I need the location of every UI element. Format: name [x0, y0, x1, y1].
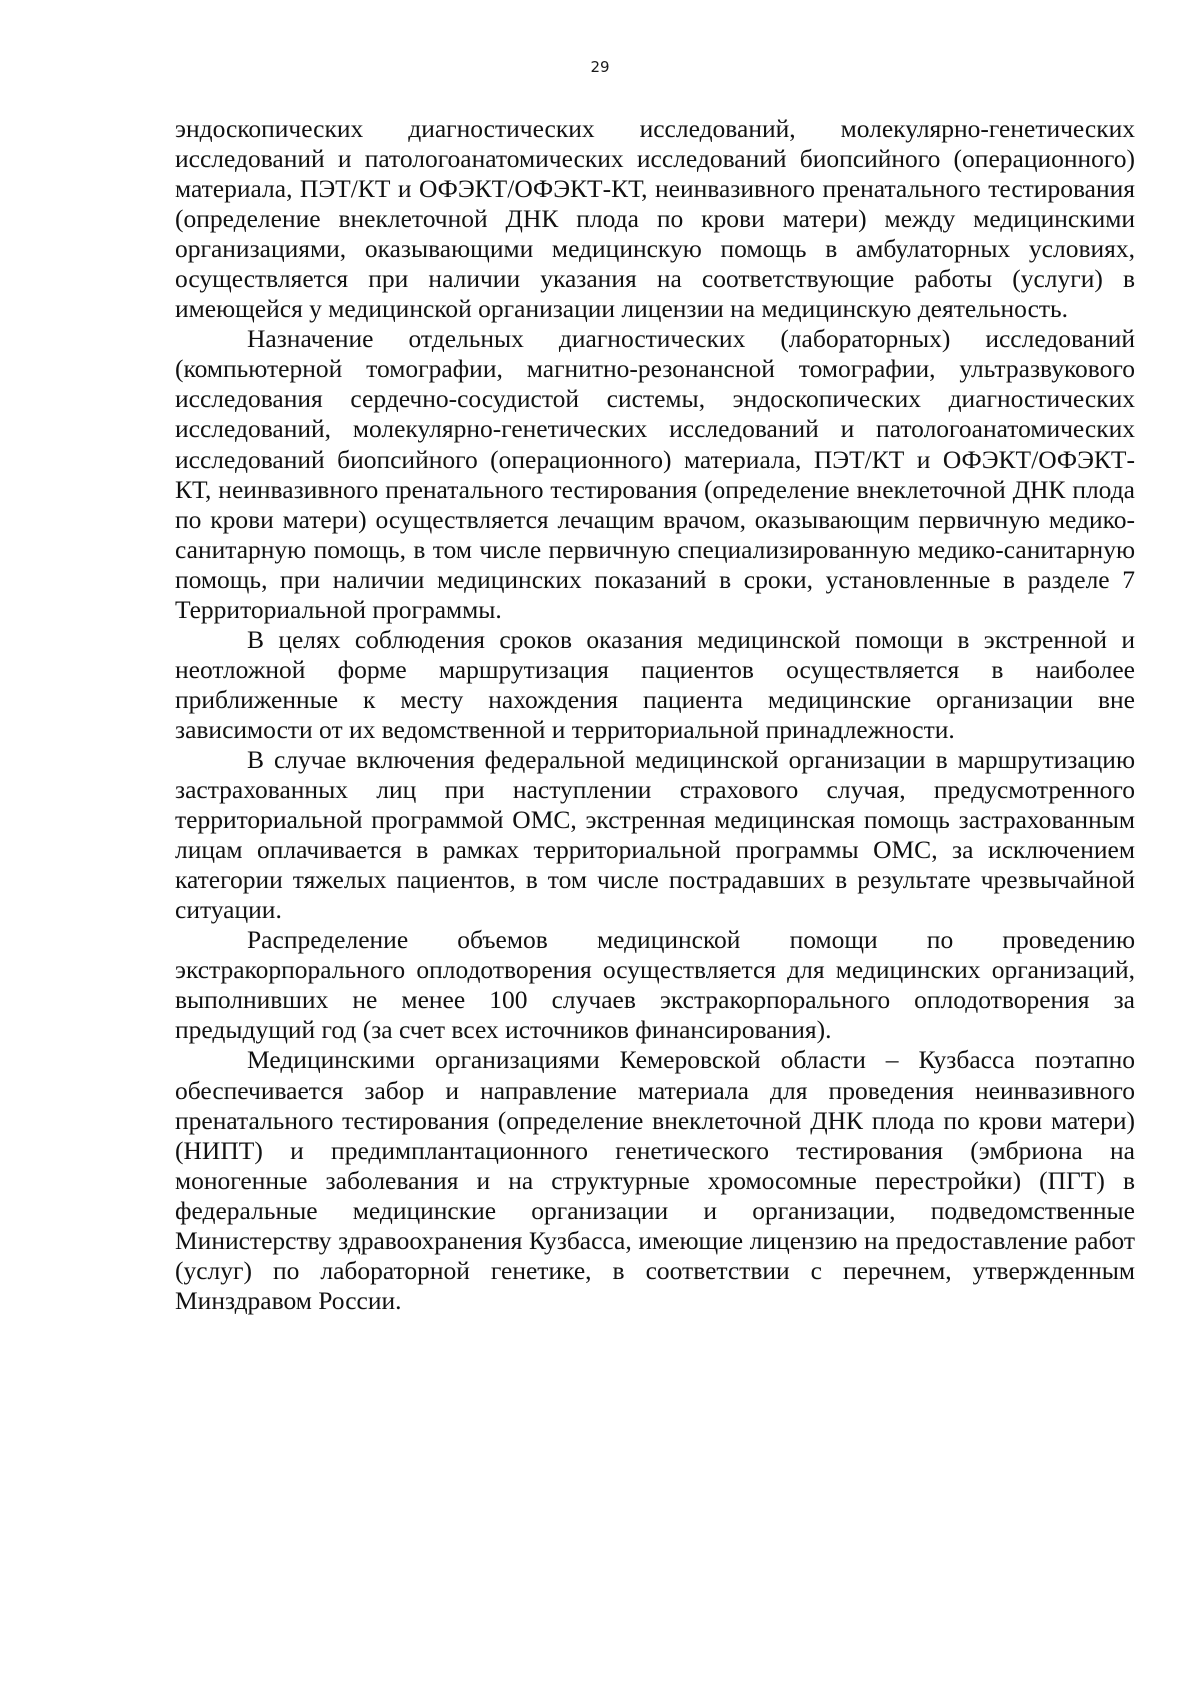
- paragraph-diagnostic-referral: Назначение отдельных диагностических (лабораторных) исследований (компьютерной томографии, магнитно-резонансной томографии, ультразвукового исследования сердечно-сосудистой системы, эндоскопических диагностических исследований, молекулярно-генетических исследований и патологоанатомических исследований биопсийного (операционного) материала, ПЭТ/КТ и ОФЭКТ/ОФЭКТ-КТ, неинвазивного пренатального тестирования (определение внеклеточной ДНК плода по крови матери) осуществляется лечащим врачом, оказывающим первичную медико-санитарную помощь, в том числе первичную специализированную медико-санитарную помощь, при наличии медицинских показаний в сроки, установленные в разделе 7 Территориальной программы.: [175, 324, 1135, 624]
- paragraph-continuation: эндоскопических диагностических исследований, молекулярно-генетических исследований и патологоанатомических исследований биопсийного (операционного) материала, ПЭТ/КТ и ОФЭКТ/ОФЭКТ-КТ, неинвазивного пренатального тестирования (определение внеклеточной ДНК плода по крови матери) между медицинскими организациями, оказывающими медицинскую помощь в амбулаторных условиях, осуществляется при наличии указания на соответствующие работы (услуги) в имеющейся у медицинской организации лицензии на медицинскую деятельность.: [175, 114, 1135, 324]
- page-number: 29: [590, 58, 610, 76]
- paragraph-federal-organization: В случае включения федеральной медицинской организации в маршрутизацию застрахованных лиц при наступлении страхового случая, предусмотренного территориальной программой ОМС, экстренная медицинская помощь застрахованным лицам оплачивается в рамках территориальной программы ОМС, за исключением категории тяжелых пациентов, в том числе пострадавших в результате чрезвычайной ситуации.: [175, 744, 1135, 925]
- paragraph-ivf-distribution: Распределение объемов медицинской помощи по проведению экстракорпорального оплодотворения осуществляется для медицинских организаций, выполнивших не менее 100 случаев экстракорпорального оплодотворения за предыдущий год (за счет всех источников финансирования).: [175, 925, 1135, 1045]
- document-body: [175, 114, 1135, 1316]
- paragraph-emergency-routing: В целях соблюдения сроков оказания медицинской помощи в экстренной и неотложной форме маршрутизация пациентов осуществляется в наиболее приближенные к месту нахождения пациента медицинские организации вне зависимости от их ведомственной и территориальной принадлежности.: [175, 624, 1135, 744]
- paragraph-prenatal-testing: Медицинскими организациями Кемеровской области – Кузбасса поэтапно обеспечивается забор и направление материала для проведения неинвазивного пренатального тестирования (определение внеклеточной ДНК плода по крови матери) (НИПТ) и предимплантационного генетического тестирования (эмбриона на моногенные заболевания и на структурные хромосомные перестройки) (ПГТ) в федеральные медицинские организации и организации, подведомственные Министерству здравоохранения Кузбасса, имеющие лицензию на предоставление работ (услуг) по лабораторной генетике, в соответствии с перечнем, утвержденным Минздравом России.: [175, 1045, 1135, 1315]
